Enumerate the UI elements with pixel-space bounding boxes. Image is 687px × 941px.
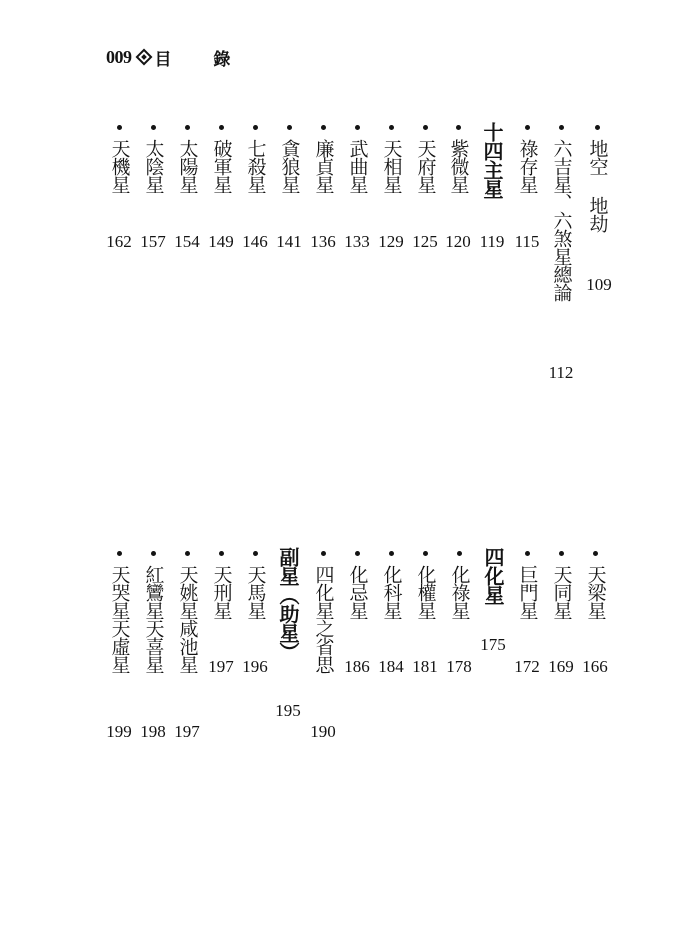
entry-title: 巨門星	[516, 565, 539, 619]
entry-page: 149	[208, 232, 234, 251]
page-title: 目 錄	[154, 49, 249, 70]
diamond-icon	[135, 49, 152, 66]
toc-entry-bottom-2[interactable]	[512, 551, 542, 619]
entry-title: 武曲星	[346, 139, 369, 193]
bullet-icon	[389, 125, 394, 130]
bullet-icon	[456, 125, 461, 130]
bullet-icon	[219, 551, 224, 556]
toc-entry-bottom-11[interactable]	[206, 551, 236, 619]
page-header	[106, 46, 248, 68]
entry-title: 天梁星	[584, 565, 607, 619]
toc-entry-top-5[interactable]	[410, 125, 440, 193]
entry-page: 196	[242, 657, 268, 676]
bullet-icon	[423, 551, 428, 556]
bullet-icon	[185, 125, 190, 130]
entry-page: 199	[106, 722, 132, 741]
bullet-icon	[117, 551, 122, 556]
entry-title: 六吉星、六煞星總論	[550, 139, 573, 301]
bullet-icon	[355, 125, 360, 130]
bullet-icon	[423, 125, 428, 130]
entry-page: 169	[548, 657, 574, 676]
toc-entry-bottom-3[interactable]	[478, 547, 508, 604]
toc-entry-top-12[interactable]	[172, 125, 202, 193]
bullet-icon	[595, 125, 600, 130]
toc-entry-top-1[interactable]	[546, 125, 576, 301]
toc-entry-top-7[interactable]	[342, 125, 372, 193]
toc-entry-bottom-4[interactable]	[444, 551, 474, 619]
toc-entry-top-4[interactable]	[443, 125, 473, 193]
bullet-icon	[525, 551, 530, 556]
entry-title: 七殺星	[244, 139, 267, 193]
toc-entry-top-6[interactable]	[376, 125, 406, 193]
entry-page: 184	[378, 657, 404, 676]
bullet-icon	[321, 551, 326, 556]
bullet-icon	[287, 125, 292, 130]
toc-entry-bottom-5[interactable]	[410, 551, 440, 619]
bullet-icon	[219, 125, 224, 130]
entry-page: 175	[480, 635, 506, 654]
entry-title: 天機星	[108, 139, 131, 193]
entry-title: 天相星	[380, 139, 403, 193]
toc-entry-top-0[interactable]	[582, 125, 612, 232]
toc-entry-top-10[interactable]	[240, 125, 270, 193]
entry-page: 154	[174, 232, 200, 251]
toc-entry-bottom-9[interactable]	[273, 547, 303, 661]
entry-page: 146	[242, 232, 268, 251]
entry-page: 166	[582, 657, 608, 676]
toc-entry-top-14[interactable]	[104, 125, 134, 193]
bullet-icon	[525, 125, 530, 130]
entry-title: 化科星	[380, 565, 403, 619]
entry-title: 地空 地劫	[586, 139, 609, 232]
toc-entry-bottom-8[interactable]	[308, 551, 338, 673]
entry-page: 197	[174, 722, 200, 741]
bullet-icon	[457, 551, 462, 556]
entry-title: 化權星	[414, 565, 437, 619]
entry-page: 119	[479, 232, 505, 251]
entry-title: 天馬星	[244, 565, 267, 619]
entry-page: 190	[310, 722, 336, 741]
entry-page: 136	[310, 232, 336, 251]
page-number: 009	[106, 46, 132, 67]
toc-entry-top-8[interactable]	[308, 125, 338, 193]
bullet-icon	[117, 125, 122, 130]
toc-entry-bottom-14[interactable]	[104, 551, 134, 673]
toc-entry-top-13[interactable]	[138, 125, 168, 193]
toc-entry-bottom-10[interactable]	[240, 551, 270, 619]
toc-entry-bottom-12[interactable]	[172, 551, 202, 673]
entry-title: 四化星之省思	[312, 565, 335, 673]
entry-title: 化忌星	[346, 565, 369, 619]
bullet-icon	[355, 551, 360, 556]
toc-entry-top-2[interactable]	[512, 125, 542, 193]
toc-entry-top-3[interactable]	[477, 122, 507, 198]
entry-page: 133	[344, 232, 370, 251]
toc-entry-top-9[interactable]	[274, 125, 304, 193]
entry-title: 紫微星	[447, 139, 470, 193]
entry-title: 四化星	[481, 547, 505, 604]
entry-title: 貪狼星	[278, 139, 301, 193]
entry-title: 太陽星	[176, 139, 199, 193]
entry-title: 紅鸞星天喜星	[142, 565, 165, 673]
bullet-icon	[321, 125, 326, 130]
entry-title: 副星︵助星︶	[276, 547, 300, 661]
entry-page: 115	[514, 232, 540, 251]
bullet-icon	[593, 551, 598, 556]
bullet-icon	[151, 551, 156, 556]
entry-page: 157	[140, 232, 166, 251]
bullet-icon	[389, 551, 394, 556]
entry-page: 172	[514, 657, 540, 676]
entry-page: 198	[140, 722, 166, 741]
bullet-icon	[559, 125, 564, 130]
entry-title: 天同星	[550, 565, 573, 619]
bullet-icon	[559, 551, 564, 556]
bullet-icon	[185, 551, 190, 556]
bullet-icon	[151, 125, 156, 130]
entry-title: 十四主星	[480, 122, 504, 198]
entry-page: 197	[208, 657, 234, 676]
entry-title: 太陰星	[142, 139, 165, 193]
entry-title: 祿存星	[516, 139, 539, 193]
entry-title: 天府星	[414, 139, 437, 193]
entry-title: 天哭星天虛星	[108, 565, 131, 673]
entry-title: 天刑星	[210, 565, 233, 619]
entry-page: 195	[275, 701, 301, 720]
entry-page: 141	[276, 232, 302, 251]
entry-page: 125	[412, 232, 438, 251]
toc-entry-bottom-0[interactable]	[580, 551, 610, 619]
toc-entry-bottom-13[interactable]	[138, 551, 168, 673]
entry-title: 廉貞星	[312, 139, 335, 193]
entry-page: 178	[446, 657, 472, 676]
toc-entry-bottom-6[interactable]	[376, 551, 406, 619]
entry-page: 109	[586, 275, 612, 294]
toc-entry-top-11[interactable]	[206, 125, 236, 193]
entry-page: 112	[548, 363, 574, 382]
entry-page: 181	[412, 657, 438, 676]
entry-title: 天姚星咸池星	[176, 565, 199, 673]
toc-entry-bottom-7[interactable]	[342, 551, 372, 619]
entry-title: 破軍星	[210, 139, 233, 193]
entry-page: 162	[106, 232, 132, 251]
bullet-icon	[253, 125, 258, 130]
entry-page: 186	[344, 657, 370, 676]
entry-title: 化祿星	[448, 565, 471, 619]
entry-page: 129	[378, 232, 404, 251]
entry-page: 120	[445, 232, 471, 251]
toc-entry-bottom-1[interactable]	[546, 551, 576, 619]
bullet-icon	[253, 551, 258, 556]
